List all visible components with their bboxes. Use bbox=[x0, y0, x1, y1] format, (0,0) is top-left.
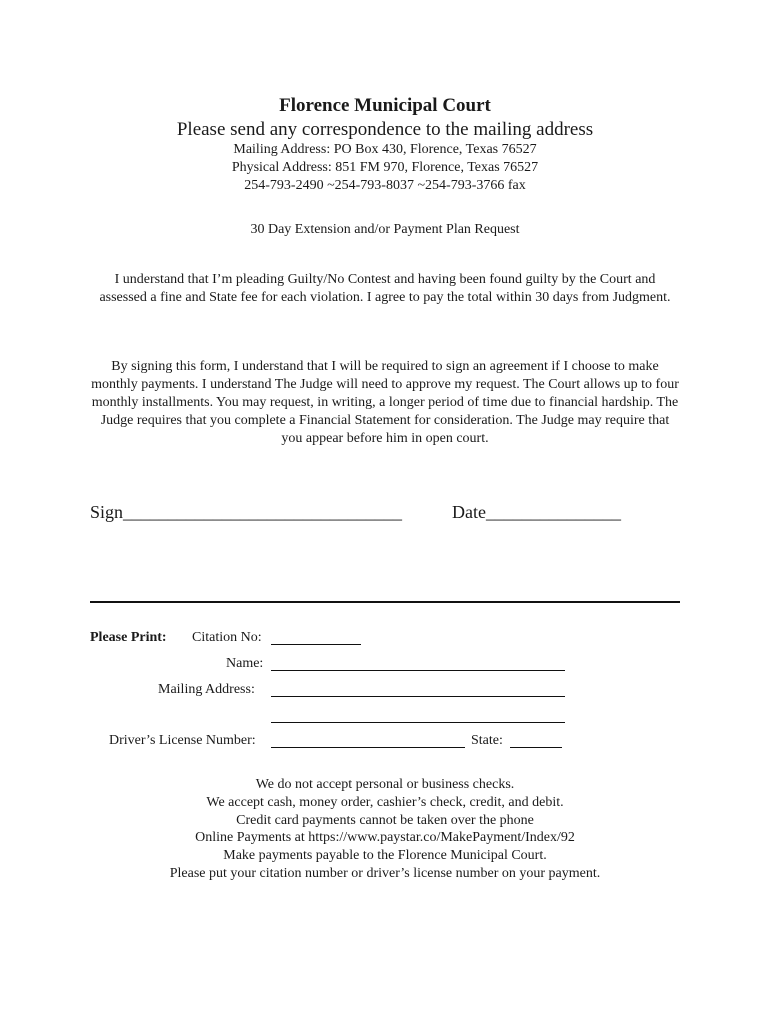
footer-line-online: Online Payments at https://www.paystar.co/MakePayment/Index/92 bbox=[195, 830, 575, 845]
mailing-address-label: Mailing Address: bbox=[158, 682, 255, 697]
date-label: Date bbox=[452, 502, 486, 522]
signature-field[interactable]: Sign_______________________________ bbox=[90, 502, 403, 522]
footer-line-checks: We do not accept personal or business checks. bbox=[255, 777, 515, 792]
phone-numbers: 254-793-2490 ~254-793-8037 ~254-793-3766 fax bbox=[244, 178, 526, 193]
state-label: State: bbox=[471, 733, 503, 748]
footer-line-accepted: We accept cash, money order, cashier’s check, credit, and debit. bbox=[206, 795, 564, 810]
court-name: Florence Municipal Court bbox=[279, 95, 491, 116]
payment-plan-paragraph: By signing this form, I understand that I will be required to sign an agreement if I choose to make monthly payments. I understand The Judge will need to approve my request. The Court allows up to four monthly installments. You may request, in writing, a longer period of time due to financial hardship. The Judge requires that you complete a Financial Statement for consideration. The Judge may require that you appear before him in open court. bbox=[91, 359, 679, 446]
sign-label: Sign bbox=[90, 502, 124, 522]
plea-paragraph: I understand that I’m pleading Guilty/No Contest and having been found guilty by the Court and assessed a fine and State fee for each violation. I agree to pay the total within 30 days from Judgment. bbox=[99, 272, 671, 305]
citation-field[interactable] bbox=[271, 631, 361, 645]
section-divider bbox=[90, 601, 680, 603]
physical-address: Physical Address: 851 FM 970, Florence, Texas 76527 bbox=[231, 160, 539, 175]
please-print-heading: Please Print: bbox=[90, 630, 167, 645]
form-title: 30 Day Extension and/or Payment Plan Request bbox=[250, 222, 520, 237]
name-label: Name: bbox=[226, 656, 264, 671]
state-field[interactable] bbox=[510, 734, 562, 748]
mailing-address: Mailing Address: PO Box 430, Florence, Texas 76527 bbox=[233, 142, 537, 157]
drivers-license-field[interactable] bbox=[271, 734, 465, 748]
citation-label: Citation No: bbox=[192, 630, 262, 645]
date-field[interactable]: Date_______________ bbox=[452, 502, 621, 522]
drivers-license-label: Driver’s License Number: bbox=[109, 733, 256, 748]
footer-line-citation: Please put your citation number or driver’s license number on your payment. bbox=[169, 866, 601, 881]
name-field[interactable] bbox=[271, 657, 565, 671]
footer-line-payable: Make payments payable to the Florence Municipal Court. bbox=[223, 848, 547, 863]
correspondence-notice: Please send any correspondence to the mailing address bbox=[176, 119, 594, 140]
mailing-address-field-line-2[interactable] bbox=[271, 709, 565, 723]
mailing-address-field[interactable] bbox=[271, 683, 565, 697]
footer-line-phone: Credit card payments cannot be taken over the phone bbox=[236, 813, 534, 828]
